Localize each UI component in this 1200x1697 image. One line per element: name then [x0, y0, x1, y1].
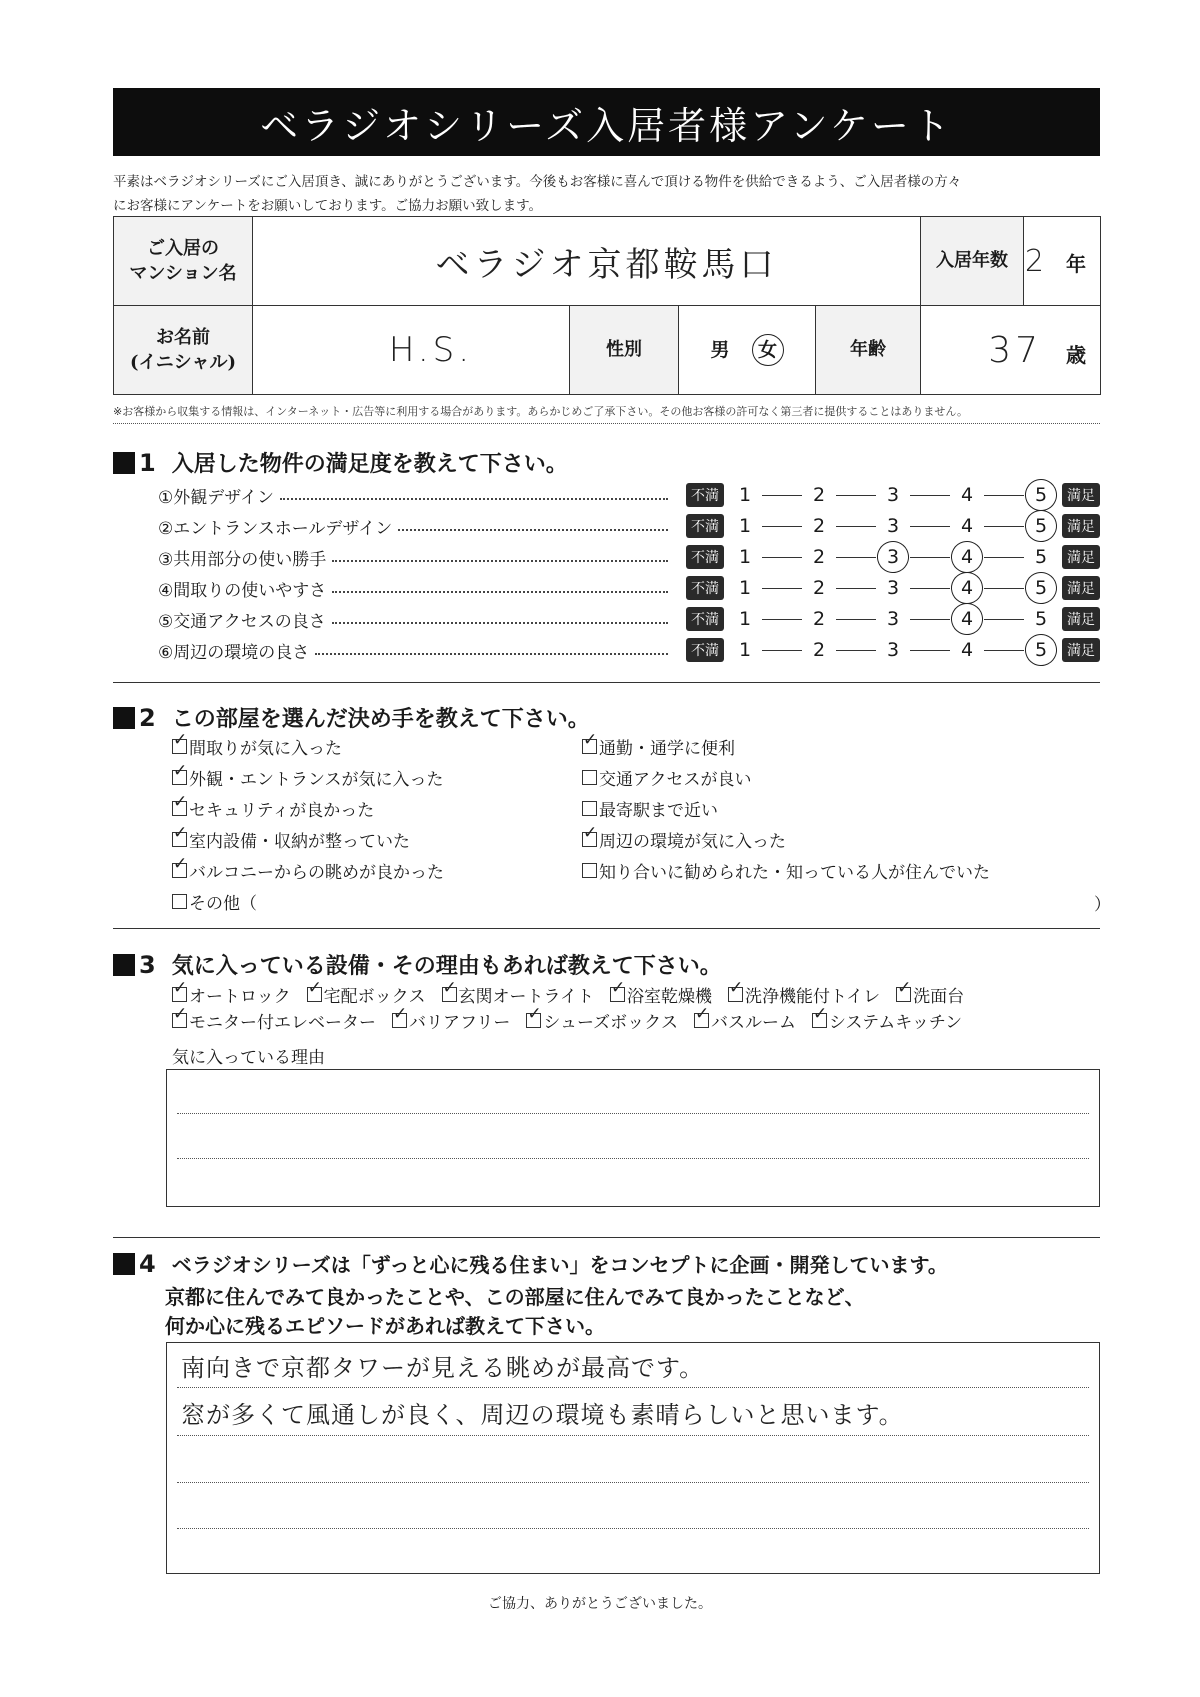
checkbox-checked-icon[interactable] — [172, 801, 187, 816]
checkbox-checked-icon[interactable] — [610, 987, 625, 1002]
rating-option[interactable]: 1 — [738, 639, 752, 661]
rating-option-selected[interactable]: 4 — [954, 606, 980, 632]
reason-option[interactable] — [582, 827, 786, 852]
years-unit: 年 — [1066, 251, 1086, 276]
scale-connector — [762, 650, 802, 651]
rating-option[interactable]: 2 — [812, 546, 826, 568]
facility-option[interactable] — [896, 982, 964, 1007]
scale-connector — [984, 588, 1024, 589]
scale-connector — [984, 495, 1024, 496]
high-label-badge: 満足 — [1062, 483, 1100, 507]
leader-dots — [332, 583, 668, 593]
scale-connector — [836, 619, 876, 620]
checkbox-checked-icon[interactable] — [172, 863, 187, 878]
checkbox-label: 間取りが気に入った — [189, 739, 342, 759]
satisfaction-item-label: ⑥周辺の環境の良さ — [158, 642, 310, 663]
ruled-line — [177, 1482, 1089, 1483]
rating-option[interactable]: 3 — [886, 515, 900, 537]
satisfaction-row — [158, 511, 1100, 541]
low-label-badge: 不満 — [686, 514, 724, 538]
reason-label: 気に入っている理由 — [172, 1048, 325, 1068]
satisfaction-row — [158, 480, 1100, 510]
low-label-badge: 不満 — [686, 545, 724, 569]
reason-textarea[interactable] — [166, 1069, 1100, 1207]
name-label: お名前 (イニシャル) — [114, 306, 253, 395]
low-label-badge: 不満 — [686, 638, 724, 662]
reason-option[interactable] — [172, 796, 374, 821]
leader-dots — [280, 490, 668, 500]
high-label-badge: 満足 — [1062, 545, 1100, 569]
reason-option[interactable] — [172, 765, 444, 790]
survey-title: ベラジオシリーズ入居者様アンケート — [113, 88, 1100, 156]
facility-option[interactable] — [172, 982, 291, 1007]
checkbox-label: 玄関オートライト — [458, 987, 595, 1007]
scale-connector — [984, 650, 1024, 651]
episode-answer-line-2: 窓が多くて風通しが良く、周辺の環境も素晴らしいと思います。 — [181, 1401, 904, 1429]
high-label-badge: 満足 — [1062, 576, 1100, 600]
rating-option[interactable]: 5 — [1034, 608, 1048, 630]
satisfaction-row — [158, 573, 1100, 603]
rating-option-selected[interactable]: 5 — [1028, 575, 1054, 601]
reason-option[interactable] — [172, 734, 342, 759]
satisfaction-item-label: ①外観デザイン — [158, 487, 275, 508]
privacy-note: ※お客様から収集する情報は、インターネット・広告等に利用する場合があります。あらかじめご了承下さい。その他お客様の許可なく第三者に提供することはありません。 — [113, 405, 969, 418]
rating-option[interactable]: 5 — [1034, 546, 1048, 568]
scale-connector — [910, 495, 950, 496]
respondent-info-table — [113, 216, 1101, 395]
checkbox-label: モニター付エレベーター — [189, 1013, 376, 1033]
leader-dots — [332, 552, 668, 562]
scale-connector — [910, 588, 950, 589]
checkbox-label: 最寄駅まで近い — [599, 801, 718, 821]
facility-option[interactable] — [442, 982, 595, 1007]
rating-option[interactable]: 1 — [738, 608, 752, 630]
rating-option[interactable]: 1 — [738, 515, 752, 537]
q3-heading: 3 気に入っている設備・その理由もあれば教えて下さい。 — [113, 949, 722, 980]
mansion-name-field[interactable]: ベラジオ京都鞍馬口 — [253, 217, 921, 306]
rating-option[interactable]: 4 — [960, 515, 974, 537]
checkbox-label: システムキッチン — [828, 1013, 963, 1033]
facility-option[interactable] — [307, 982, 426, 1007]
scale-connector — [762, 526, 802, 527]
rating-option[interactable]: 2 — [812, 608, 826, 630]
q4-title-line-3: 何か心に残るエピソードがあれば教えて下さい。 — [165, 1314, 605, 1338]
rating-option[interactable]: 2 — [812, 515, 826, 537]
divider — [113, 1237, 1100, 1238]
rating-option-selected[interactable]: 5 — [1028, 637, 1054, 663]
scale-connector — [910, 526, 950, 527]
leader-dots — [398, 521, 668, 531]
high-label-badge: 満足 — [1062, 607, 1100, 631]
low-label-badge: 不満 — [686, 607, 724, 631]
checkbox-label: 洗面台 — [913, 987, 965, 1007]
reason-option[interactable] — [172, 858, 444, 883]
facility-option[interactable] — [526, 1008, 678, 1033]
checkbox-checked-icon[interactable] — [172, 770, 187, 785]
checkbox-label: 周辺の環境が気に入った — [599, 832, 786, 852]
checkbox-label: バルコニーからの眺めが良かった — [189, 863, 444, 883]
rating-option[interactable]: 4 — [960, 639, 974, 661]
checkbox-checked-icon[interactable] — [582, 739, 597, 754]
satisfaction-item-label: ④間取りの使いやすさ — [158, 580, 327, 601]
age-value: 37 — [988, 329, 1042, 371]
checkbox-checked-icon[interactable] — [172, 1013, 187, 1028]
reason-option[interactable] — [582, 734, 735, 759]
scale-connector — [910, 650, 950, 651]
reason-option[interactable] — [172, 827, 410, 852]
checkbox-label: 浴室乾燥機 — [627, 987, 713, 1007]
rating-option[interactable]: 3 — [886, 639, 900, 661]
rating-option-selected[interactable]: 5 — [1028, 513, 1054, 539]
checkbox-label: 宅配ボックス — [323, 987, 426, 1007]
q4-heading: 4 ベラジオシリーズは「ずっと心に残る住まい」をコンセプトに企画・開発しています。 — [113, 1249, 948, 1278]
checkbox-checked-icon[interactable] — [172, 987, 187, 1002]
rating-option[interactable]: 4 — [960, 484, 974, 506]
q4-title-line-2: 京都に住んでみて良かったことや、この部屋に住んでみて良かったことなど、 — [165, 1285, 865, 1309]
reason-option[interactable] — [172, 889, 257, 914]
reason-option[interactable] — [582, 765, 752, 790]
scale-connector — [910, 557, 950, 558]
facility-option[interactable] — [392, 1008, 510, 1033]
rating-scale — [732, 637, 1054, 663]
divider — [113, 682, 1100, 683]
checkbox-checked-icon[interactable] — [442, 987, 457, 1002]
checkbox-label: 洗浄機能付トイレ — [745, 987, 881, 1007]
age-unit: 歳 — [1066, 342, 1086, 367]
checkbox-label: 外観・エントランスが気に入った — [189, 770, 444, 790]
scale-connector — [984, 557, 1024, 558]
q2-heading: 2 この部屋を選んだ決め手を教えて下さい。 — [113, 702, 590, 733]
footer-thanks: ご協力、ありがとうございました。 — [488, 1596, 712, 1612]
checkbox-label: バスルーム — [710, 1013, 796, 1033]
checkbox-checked-icon[interactable] — [694, 1013, 709, 1028]
satisfaction-row — [158, 635, 1100, 665]
rating-scale — [732, 482, 1054, 508]
facility-option[interactable] — [812, 1008, 962, 1033]
divider — [113, 423, 1100, 424]
checkbox-label: バリアフリー — [409, 1013, 511, 1033]
intro-text-line-2: にお客様にアンケートをお願いしております。ご協力お願い致します。 — [113, 198, 543, 214]
rating-option[interactable]: 1 — [738, 484, 752, 506]
square-bullet-icon — [113, 707, 135, 729]
years-value: 2 — [1024, 243, 1044, 279]
checkbox-icon[interactable] — [582, 863, 597, 878]
rating-option-selected[interactable]: 5 — [1028, 482, 1054, 508]
rating-option[interactable]: 3 — [886, 608, 900, 630]
checkbox-checked-icon[interactable] — [728, 987, 743, 1002]
satisfaction-item-label: ③共用部分の使い勝手 — [158, 549, 327, 570]
checkbox-label: シューズボックス — [543, 1013, 678, 1033]
checkbox-checked-icon[interactable] — [812, 1013, 827, 1028]
rating-option-selected[interactable]: 3 — [880, 544, 906, 570]
scale-connector — [762, 557, 802, 558]
scale-connector — [836, 650, 876, 651]
ruled-line — [177, 1158, 1089, 1159]
q1-heading: 1 入居した物件の満足度を教えて下さい。 — [113, 447, 568, 478]
rating-option[interactable]: 1 — [738, 546, 752, 568]
rating-scale — [732, 575, 1054, 601]
ruled-line — [177, 1435, 1089, 1436]
ruled-line — [177, 1528, 1089, 1529]
age-label: 年齢 — [816, 306, 921, 395]
reason-option[interactable] — [582, 796, 718, 821]
name-field[interactable]: H.S. — [253, 306, 570, 395]
leader-dots — [332, 614, 668, 624]
rating-scale — [732, 513, 1054, 539]
checkbox-checked-icon[interactable] — [307, 987, 322, 1002]
years-label: 入居年数 — [921, 217, 1024, 306]
scale-connector — [836, 557, 876, 558]
scale-connector — [836, 495, 876, 496]
checkbox-checked-icon[interactable] — [896, 987, 911, 1002]
satisfaction-row — [158, 542, 1100, 572]
checkbox-label: 室内設備・収納が整っていた — [189, 832, 410, 852]
square-bullet-icon — [113, 1253, 135, 1275]
rating-scale — [732, 544, 1054, 570]
years-field[interactable] — [1024, 217, 1101, 306]
checkbox-icon[interactable] — [582, 770, 597, 785]
satisfaction-row — [158, 604, 1100, 634]
checkbox-checked-icon[interactable] — [582, 832, 597, 847]
rating-option[interactable]: 2 — [812, 484, 826, 506]
facility-option[interactable] — [172, 1008, 376, 1033]
rating-option[interactable]: 2 — [812, 577, 826, 599]
rating-option[interactable]: 1 — [738, 577, 752, 599]
gender-field[interactable] — [679, 306, 816, 395]
scale-connector — [910, 619, 950, 620]
gender-option-female-selected[interactable]: 女 — [752, 334, 784, 366]
gender-label: 性別 — [570, 306, 679, 395]
square-bullet-icon — [113, 452, 135, 474]
checkbox-icon[interactable] — [582, 801, 597, 816]
facility-option[interactable] — [728, 982, 880, 1007]
scale-connector — [762, 495, 802, 496]
mansion-name-label: ご入居の マンション名 — [114, 217, 253, 306]
rating-scale — [732, 606, 1054, 632]
ruled-line — [177, 1387, 1089, 1388]
satisfaction-item-label: ⑤交通アクセスの良さ — [158, 611, 326, 632]
scale-connector — [762, 619, 802, 620]
scale-connector — [762, 588, 802, 589]
divider — [113, 928, 1100, 929]
high-label-badge: 満足 — [1062, 638, 1100, 662]
checkbox-checked-icon[interactable] — [526, 1013, 541, 1028]
low-label-badge: 不満 — [686, 483, 724, 507]
ruled-line — [177, 1113, 1089, 1114]
rating-option-selected[interactable]: 4 — [954, 544, 980, 570]
checkbox-checked-icon[interactable] — [172, 739, 187, 754]
scale-connector — [836, 526, 876, 527]
checkbox-checked-icon[interactable] — [392, 1013, 407, 1028]
rating-option[interactable]: 3 — [886, 577, 900, 599]
checkbox-label: 交通アクセスが良い — [599, 770, 752, 790]
facility-option[interactable] — [694, 1008, 796, 1033]
episode-answer-line-1: 南向きで京都タワーが見える眺めが最高です。 — [181, 1354, 705, 1382]
reason-option[interactable] — [582, 858, 990, 883]
scale-connector — [984, 526, 1024, 527]
satisfaction-item-label: ②エントランスホールデザイン — [158, 518, 393, 539]
checkbox-label: 知り合いに勧められた・知っている人が住んでいた — [599, 863, 990, 883]
gender-option-male[interactable]: 男 — [710, 339, 730, 361]
low-label-badge: 不満 — [686, 576, 724, 600]
scale-connector — [984, 619, 1024, 620]
rating-option[interactable]: 3 — [886, 484, 900, 506]
age-field[interactable] — [921, 306, 1101, 395]
checkbox-label: オートロック — [189, 987, 291, 1007]
checkbox-label: その他（ — [189, 894, 257, 914]
other-close-paren: ） — [1094, 895, 1111, 915]
square-bullet-icon — [113, 954, 135, 976]
checkbox-checked-icon[interactable] — [172, 832, 187, 847]
episode-textarea[interactable] — [166, 1342, 1100, 1574]
rating-option[interactable]: 2 — [812, 639, 826, 661]
checkbox-label: セキュリティが良かった — [189, 801, 375, 821]
leader-dots — [315, 645, 668, 655]
rating-option-selected[interactable]: 4 — [954, 575, 980, 601]
high-label-badge: 満足 — [1062, 514, 1100, 538]
scale-connector — [836, 588, 876, 589]
checkbox-label: 通勤・通学に便利 — [599, 739, 735, 759]
intro-text-line-1: 平素はベラジオシリーズにご入居頂き、誠にありがとうございます。今後もお客様に喜んで頂ける物件を供給できるよう、ご入居者様の方々 — [113, 174, 962, 190]
checkbox-icon[interactable] — [172, 894, 187, 909]
